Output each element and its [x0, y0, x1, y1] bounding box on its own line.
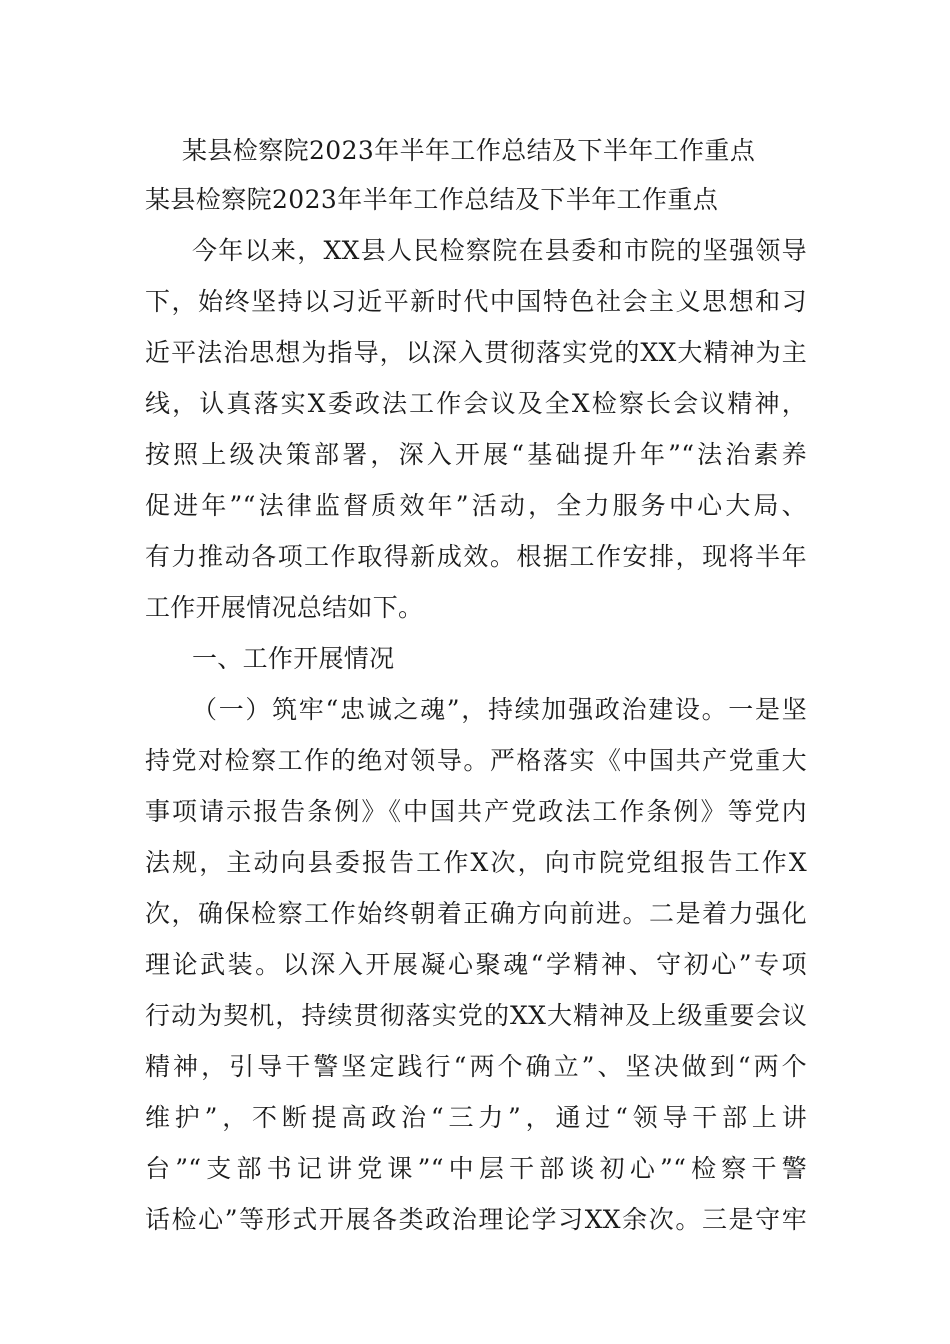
- document-title: 某县检察院2023年半年工作总结及下半年工作重点: [182, 136, 756, 165]
- paragraph1-line: 按照上级决策部署，深入开展“基础提升年”“法治素养: [145, 440, 807, 469]
- section-heading: 一、工作开展情况: [192, 644, 395, 673]
- paragraph2-line: 行动为契机，持续贯彻落实党的XX大精神及上级重要会议: [145, 1001, 807, 1030]
- paragraph1-line: 有力推动各项工作取得新成效。根据工作安排，现将半年: [145, 542, 807, 571]
- paragraph1-line: 今年以来，XX县人民检察院在县委和市院的坚强领导: [192, 236, 807, 265]
- paragraph1-line: 下，始终坚持以习近平新时代中国特色社会主义思想和习: [145, 287, 807, 316]
- paragraph2-line: 持党对检察工作的绝对领导。严格落实《中国共产党重大: [145, 746, 807, 775]
- paragraph2-line: 次，确保检察工作始终朝着正确方向前进。二是着力强化: [145, 899, 807, 928]
- paragraph2-line: 台”“支部书记讲党课”“中层干部谈初心”“检察干警: [145, 1154, 807, 1183]
- paragraph1-line: 工作开展情况总结如下。: [145, 593, 424, 622]
- paragraph2-line: 法规，主动向县委报告工作X次，向市院党组报告工作X: [145, 848, 807, 877]
- paragraph1-line: 促进年”“法律监督质效年”活动，全力服务中心大局、: [145, 491, 807, 520]
- paragraph2-line: 精神，引导干警坚定践行“两个确立”、坚决做到“两个: [145, 1052, 807, 1081]
- paragraph1-line: 近平法治思想为指导，以深入贯彻落实党的XX大精神为主: [145, 338, 807, 367]
- paragraph2-line: 维护”，不断提高政治“三力”，通过“领导干部上讲: [145, 1103, 807, 1132]
- paragraph2-line: 理论武装。以深入开展凝心聚魂“学精神、守初心”专项: [145, 950, 807, 979]
- paragraph2-line: （一）筑牢“忠诚之魂”，持续加强政治建设。一是坚: [192, 695, 807, 724]
- paragraph1-line: 线，认真落实X委政法工作会议及全X检察长会议精神，: [145, 389, 807, 418]
- paragraph2-line: 事项请示报告条例》《中国共产党政法工作条例》等党内: [145, 797, 807, 826]
- document-subtitle: 某县检察院2023年半年工作总结及下半年工作重点: [145, 185, 719, 214]
- paragraph2-line: 话检心”等形式开展各类政治理论学习XX余次。三是守牢: [145, 1205, 807, 1234]
